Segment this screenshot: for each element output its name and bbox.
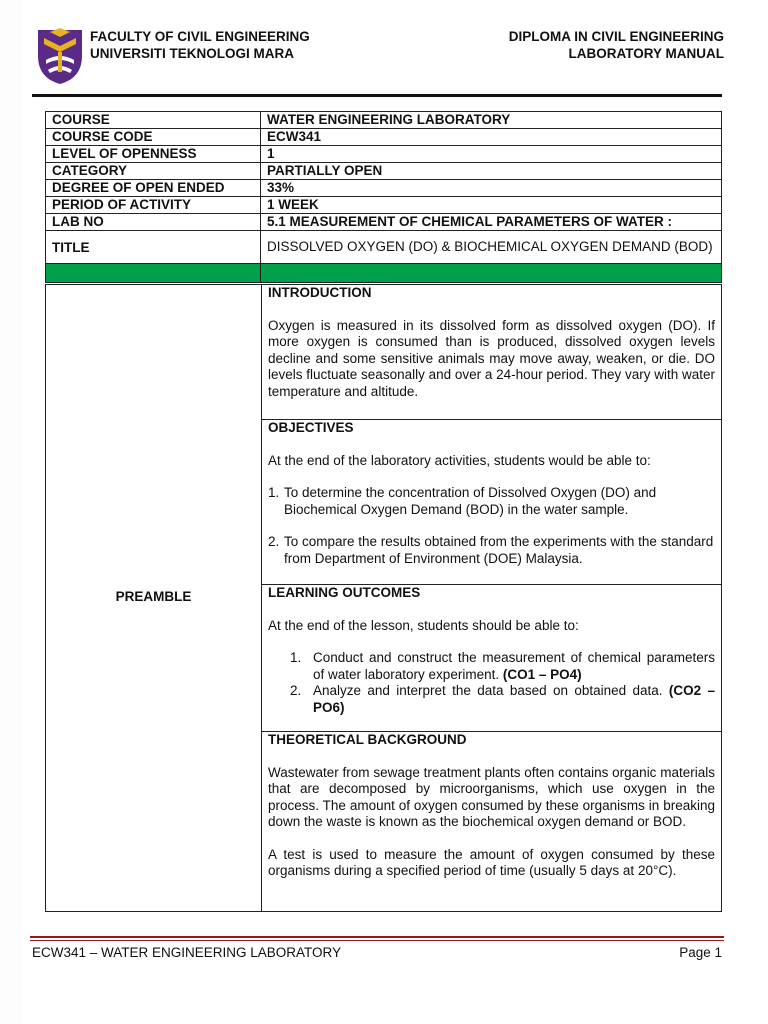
footer-course: ECW341 – WATER ENGINEERING LABORATORY bbox=[32, 945, 342, 960]
introduction-section bbox=[262, 285, 721, 420]
objectives-lead: At the end of the laboratory activities, students would be able to: bbox=[268, 452, 651, 468]
background-paragraph-2: A test is used to measure the amount of oxygen consumed by these organisms during a specified period of time (usually 5 days at 20°C). bbox=[268, 846, 715, 878]
preamble-column bbox=[46, 285, 262, 911]
objective-item bbox=[268, 534, 715, 567]
objective-number: 1. bbox=[268, 485, 280, 500]
header-right bbox=[509, 28, 724, 62]
background-title: THEORETICAL BACKGROUND bbox=[268, 732, 467, 747]
openness-label: LEVEL OF OPENNESS bbox=[46, 146, 261, 163]
introduction-title: INTRODUCTION bbox=[268, 285, 372, 300]
category-row bbox=[46, 163, 722, 180]
background-paragraph-1: Wastewater from sewage treatment plants often contains organic materials that are decomposed by microorganisms, which use oxygen in the process. The amount of oxygen consumed by these organisms in breaking down the waste is known as the biochemical oxygen demand or BOD. bbox=[268, 764, 715, 829]
category-value: PARTIALLY OPEN bbox=[261, 163, 722, 180]
period-value: 1 WEEK bbox=[261, 197, 722, 214]
page-number: Page 1 bbox=[679, 945, 722, 960]
outcome-code: (CO1 – PO4) bbox=[502, 666, 582, 682]
course-code-label: COURSE CODE bbox=[46, 129, 261, 146]
outcome-item bbox=[268, 650, 715, 683]
objective-text: To compare the results obtained from the experiments with the standard from Department of Environment (DOE) Malaysia. bbox=[284, 534, 714, 566]
learning-outcomes-list bbox=[268, 650, 715, 716]
preamble-label: PREAMBLE bbox=[115, 589, 192, 604]
lab-no-label: LAB NO bbox=[46, 214, 261, 231]
course-info-table bbox=[45, 111, 722, 283]
objective-item bbox=[268, 485, 715, 518]
objective-number: 2. bbox=[268, 534, 280, 549]
footer-rule-thin bbox=[30, 940, 724, 941]
outcome-number: 2. bbox=[290, 683, 302, 698]
category-label: CATEGORY bbox=[46, 163, 261, 180]
title-row bbox=[46, 231, 722, 264]
manual-name: LABORATORY MANUAL bbox=[568, 46, 724, 61]
faculty-name: FACULTY OF CIVIL ENGINEERING bbox=[90, 29, 310, 44]
program-name: DIPLOMA IN CIVIL ENGINEERING bbox=[508, 29, 724, 44]
course-code-value: ECW341 bbox=[261, 129, 722, 146]
objectives-list bbox=[268, 485, 715, 567]
university-name: UNIVERSITI TEKNOLOGI MARA bbox=[90, 46, 295, 61]
title-label: TITLE bbox=[46, 231, 261, 264]
degree-label: DEGREE OF OPEN ENDED bbox=[46, 180, 261, 197]
openness-row bbox=[46, 146, 722, 163]
lab-no-row bbox=[46, 214, 722, 231]
course-row bbox=[46, 112, 722, 129]
course-label: COURSE bbox=[46, 112, 261, 129]
openness-value: 1 bbox=[261, 146, 722, 163]
learning-outcomes-section bbox=[262, 585, 721, 732]
green-band bbox=[46, 264, 722, 283]
outcome-text: Conduct and construct the measurement of chemical parameters of water laboratory experiment. bbox=[313, 650, 715, 682]
introduction-text: Oxygen is measured in its dissolved form as dissolved oxygen (DO). If more oxygen is consumed than is produced, dissolved oxygen levels decline and some sensitive animals may move away, weaken, or die. DO levels fluctuate seasonally and over a 24-hour period. They vary with water temperature and altitude. bbox=[268, 317, 715, 399]
green-band-left bbox=[46, 264, 261, 283]
degree-row bbox=[46, 180, 722, 197]
green-band-right bbox=[261, 264, 722, 283]
degree-value: 33% bbox=[261, 180, 722, 197]
header-rule bbox=[32, 94, 722, 97]
course-value: WATER ENGINEERING LABORATORY bbox=[261, 112, 722, 129]
outcome-text: Analyze and interpret the data based on obtained data. bbox=[313, 683, 669, 698]
course-code-row bbox=[46, 129, 722, 146]
footer-rule bbox=[30, 936, 724, 938]
content-column bbox=[262, 285, 721, 911]
page-header bbox=[30, 22, 724, 94]
objective-text: To determine the concentration of Dissolved Oxygen (DO) and Biochemical Oxygen Demand (BOD) in the water sample. bbox=[284, 485, 657, 517]
objectives-title: OBJECTIVES bbox=[268, 420, 354, 435]
outcome-code: (CO2 – PO6) bbox=[313, 683, 716, 715]
title-value: DISSOLVED OXYGEN (DO) & BIOCHEMICAL OXYGEN DEMAND (BOD) bbox=[261, 231, 722, 264]
period-label: PERIOD OF ACTIVITY bbox=[46, 197, 261, 214]
learning-outcomes-title: LEARNING OUTCOMES bbox=[268, 585, 421, 600]
theoretical-background-section bbox=[262, 732, 721, 912]
learning-outcomes-lead: At the end of the lesson, students should be able to: bbox=[268, 617, 579, 633]
period-row bbox=[46, 197, 722, 214]
header-left bbox=[90, 28, 310, 62]
uitm-crest-icon bbox=[36, 26, 84, 86]
outcome-number: 1. bbox=[290, 650, 302, 665]
lab-no-value: 5.1 MEASUREMENT OF CHEMICAL PARAMETERS OF WATER : bbox=[261, 214, 722, 231]
outcome-item bbox=[268, 683, 715, 716]
preamble-table bbox=[45, 284, 722, 912]
objectives-section bbox=[262, 420, 721, 585]
page-edge bbox=[0, 0, 22, 1024]
